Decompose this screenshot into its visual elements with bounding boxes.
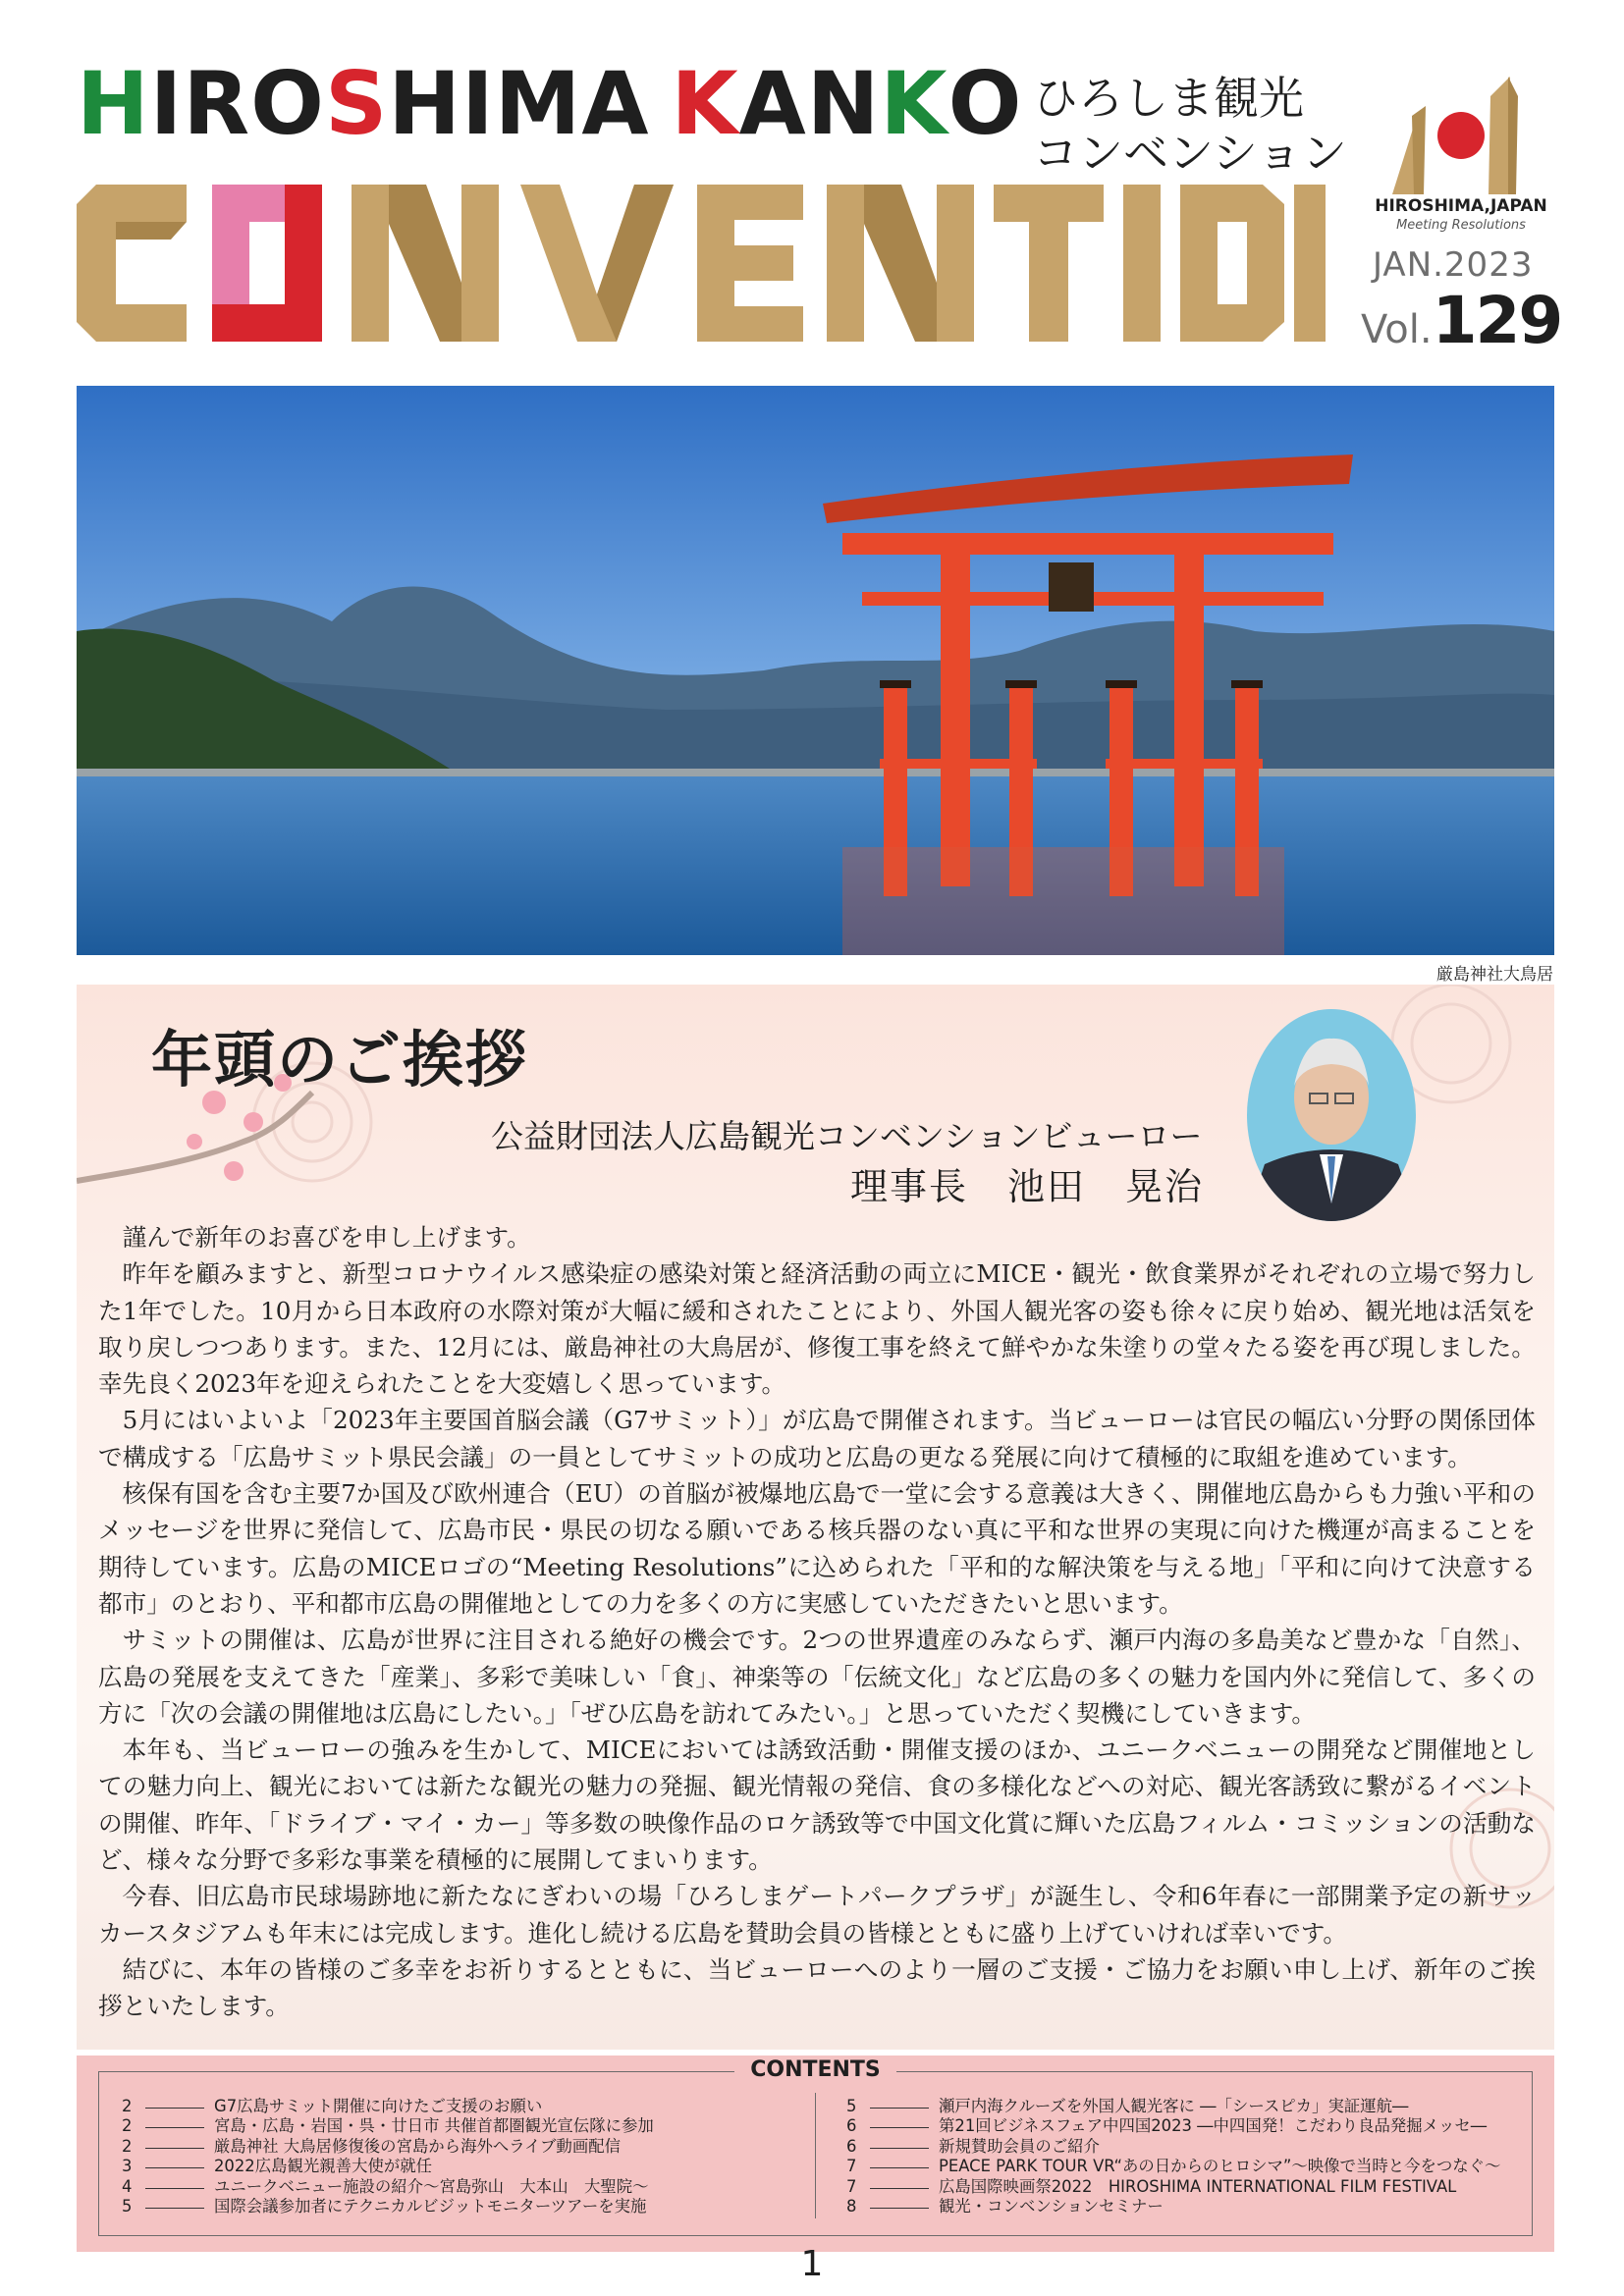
- contents-page-number: 6: [846, 2136, 857, 2156]
- contents-item[interactable]: [122, 2097, 799, 2116]
- contents-page-number: 4: [122, 2176, 133, 2196]
- volume: [1361, 283, 1561, 358]
- page-number: 1: [800, 2244, 824, 2284]
- contents-item-title: 厳島神社 大鳥居修復後の宮島から海外へライブ動画配信: [214, 2136, 621, 2156]
- contents-left-column: [122, 2097, 799, 2216]
- contents-right-column: [846, 2097, 1524, 2216]
- contents-page-number: 8: [846, 2197, 857, 2216]
- contents-item-title: 瀬戸内海クルーズを外国人観光客に ―「シースピカ」実証運航―: [939, 2097, 1409, 2115]
- logo-city-label: HIROSHIMA,JAPAN: [1375, 196, 1547, 216]
- contents-leader: [145, 2137, 204, 2149]
- contents-leader: [145, 2157, 204, 2168]
- brand-letters: AN: [738, 53, 881, 154]
- contents-item-title: 2022広島観光親善大使が就任: [214, 2157, 433, 2176]
- hiroshima-mice-logo-icon: [1363, 77, 1559, 241]
- brand-letters: H: [77, 53, 150, 154]
- contents-title-wrap: [98, 2057, 1533, 2082]
- brand-letters: IRO: [149, 53, 325, 154]
- greeting-paragraph: 核保有国を含む主要7か国及び欧州連合（EU）の首脳が被爆地広島で一堂に会する意義は大きく、開催地広島からも力強い平和のメッセージを世界に発信して、広島市民・県民の切なる願いである核兵器のない真に平和な世界の実現に向けた機運が高まることを期待しています。広島のMICEロゴの“Meeting Resolutions”に込められた「平和的な解決策を与える地」「平和に向けて決意する都市」のとおり、平和都市広島の開催地としての力を多くの方に実感していただきたいと思います。: [98, 1479, 1536, 1618]
- brand-letters: S: [324, 53, 389, 154]
- contents-item[interactable]: [122, 2177, 799, 2197]
- contents-item[interactable]: [122, 2197, 799, 2216]
- contents-page-number: 7: [846, 2157, 857, 2176]
- contents-divider: [815, 2093, 816, 2218]
- contents-item[interactable]: [122, 2157, 799, 2176]
- contents-item-title: 国際会議参加者にテクニカルビジットモニターツアーを実施: [214, 2197, 647, 2216]
- issue-date: JAN.2023: [1373, 245, 1534, 285]
- contents-leader: [870, 2177, 929, 2189]
- contents-page-number: 5: [846, 2097, 857, 2115]
- logo-tagline: Meeting Resolutions: [1396, 218, 1526, 233]
- greeting-paragraph: 5月にはいよいよ「2023年主要国首脳会議（G7サミット）」が広島で開催されます。当ビューローは官民の幅広い分野の関係団体で構成する「広島サミット県民会議」の一員としてサミットの成功と広島の更なる発展に向けて積極的に取組を進めています。: [98, 1406, 1536, 1471]
- contents-item-title: 観光・コンベンションセミナー: [939, 2197, 1164, 2216]
- contents-item-title: PEACE PARK TOUR VR“あの日からのヒロシマ”～映像で当時と今をつなぐ～: [939, 2157, 1501, 2176]
- contents-item[interactable]: [122, 2137, 799, 2157]
- chairman-name: 理事長 池田 晃治: [850, 1165, 1205, 1208]
- greeting-paragraph: 結びに、本年の皆様のご多幸をお祈りするとともに、当ビューローへのより一層のご支援・ご協力をお願い申し上げ、新年のご挨拶といたします。: [98, 1954, 1536, 2021]
- contents-item-title: G7広島サミット開催に向けたご支援のお願い: [214, 2097, 543, 2115]
- contents-leader: [870, 2137, 929, 2149]
- contents-item-title: 第21回ビジネスフェア中四国2023 ―中四国発！こだわり良品発掘メッセ―: [939, 2116, 1488, 2136]
- greeting-paragraph: サミットの開催は、広島が世界に注目される絶好の機会です。2つの世界遺産のみならず、瀬戸内海の多島美など豊かな「自然」、広島の発展を支えてきた「産業」、多彩で美味しい「食」、神楽等の「伝統文化」など広島の多くの魅力を国内外に発信して、多くの方に「次の会議の開催地は広島にしたい。」「ぜひ広島を訪れてみたい。」と思っていただく契機にしていきます。: [98, 1626, 1536, 1728]
- brand-letters: HIMA: [388, 53, 650, 154]
- japanese-title-line1: ひろしま観光: [1033, 72, 1304, 125]
- contents-item[interactable]: [846, 2097, 1524, 2116]
- contents-item-title: ユニークベニュー施設の紹介～宮島弥山 大本山 大聖院～: [214, 2176, 649, 2196]
- contents-title: CONTENTS: [734, 2057, 896, 2082]
- contents-leader: [870, 2197, 929, 2209]
- brand-letters: O: [947, 53, 1023, 154]
- contents-page-number: 2: [122, 2116, 133, 2136]
- greeting-paragraph: 今春、旧広島市民球場跡地に新たなにぎわいの場「ひろしまゲートパークプラザ」が誕生し、令和6年春に一部開業予定の新サッカースタジアムも年末には完成します。進化し続ける広島を賛助会員の皆様とともに盛り上げていければ幸いです。: [98, 1882, 1536, 1948]
- contents-leader: [145, 2097, 204, 2109]
- greeting-paragraph: 本年も、当ビューローの強みを生かして、MICEにおいては誘致活動・開催支援のほか、ユニークベニューの開発など開催地としての魅力向上、観光においては新たな観光の魅力の発掘、観光情報の発信、食の多様化などへの対応、観光客誘致に繋がるイベントの開催、昨年、「ドライブ・マイ・カー」等多数の映像作品のロケ誘致等で中国文化賞に輝いた広島フィルム・コミッションの活動など、様々な分野で多彩な事業を積極的に展開してまいります。: [98, 1735, 1536, 1875]
- japanese-title-line2: コンベンション: [1033, 127, 1347, 180]
- photo-caption: 厳島神社大鳥居: [1436, 965, 1553, 985]
- brand-letters: K: [880, 53, 948, 154]
- brand-name: [77, 53, 1023, 154]
- japanese-title: [1033, 71, 1347, 181]
- greeting-body: [98, 1219, 1536, 2025]
- contents-page-number: 2: [122, 2097, 133, 2115]
- contents-item-title: 新規賛助会員のご紹介: [939, 2136, 1100, 2156]
- brand-letters: K: [671, 53, 739, 154]
- contents-leader: [145, 2177, 204, 2189]
- contents-leader: [870, 2116, 929, 2128]
- greeting-paragraph: 謹んで新年のお喜びを申し上げます。: [122, 1223, 531, 1252]
- organization-name: 公益財団法人広島観光コンベンションビューロー: [491, 1117, 1203, 1155]
- contents-item[interactable]: [846, 2157, 1524, 2176]
- contents-leader: [145, 2116, 204, 2128]
- greeting-title: 年頭のご挨拶: [151, 1024, 529, 1095]
- contents-leader: [145, 2197, 204, 2209]
- volume-number: 129: [1432, 283, 1562, 358]
- contents-item-title: 宮島・広島・岩国・呉・廿日市 共催首都圏観光宣伝隊に参加: [214, 2116, 654, 2136]
- contents-page-number: 6: [846, 2116, 857, 2136]
- contents-page-number: 2: [122, 2136, 133, 2156]
- contents-page-number: 5: [122, 2197, 133, 2216]
- chairman-portrait: [1245, 1007, 1418, 1223]
- contents-item-title: 広島国際映画祭2022 HIROSHIMA INTERNATIONAL FILM FESTIVAL: [939, 2176, 1457, 2196]
- volume-label: Vol.: [1361, 307, 1433, 352]
- contents-item[interactable]: [846, 2197, 1524, 2216]
- contents-item[interactable]: [846, 2116, 1524, 2136]
- contents-leader: [870, 2157, 929, 2168]
- contents-item[interactable]: [122, 2116, 799, 2136]
- contents-leader: [870, 2097, 929, 2109]
- contents-item[interactable]: [846, 2177, 1524, 2197]
- itsukushima-torii-photo: [77, 386, 1554, 955]
- convention-wordmark: [77, 185, 1326, 342]
- greeting-paragraph: 昨年を顧みますと、新型コロナウイルス感染症の感染対策と経済活動の両立にMICE・観光・飲食業界がそれぞれの立場で努力した1年でした。10月から日本政府の水際対策が大幅に緩和されたことにより、外国人観光客の姿も徐々に戻り始め、観光地は活気を取り戻しつつあります。また、12月には、厳島神社の大鳥居が、修復工事を終えて鮮やかな朱塗りの堂々たる姿を再び現しました。幸先良く2023年を迎えられたことを大変嬉しく思っています。: [98, 1259, 1536, 1399]
- contents-page-number: 7: [846, 2176, 857, 2196]
- contents-page-number: 3: [122, 2157, 133, 2176]
- contents-item[interactable]: [846, 2137, 1524, 2157]
